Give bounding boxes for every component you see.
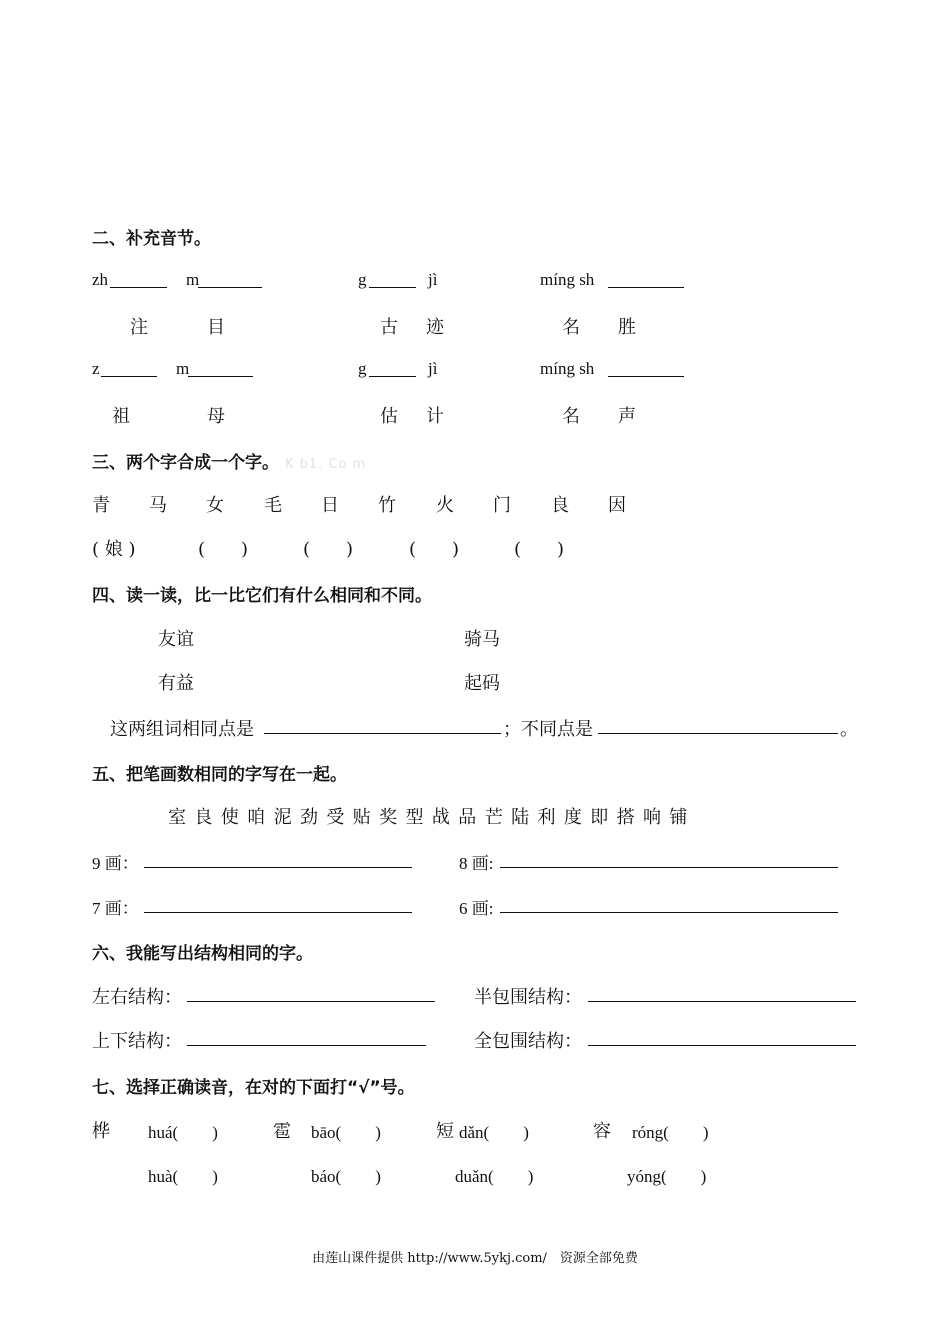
char: 雹 (273, 1121, 291, 1142)
answer-line[interactable] (144, 912, 412, 913)
char: 奖 (379, 807, 398, 828)
blank-line[interactable] (101, 376, 157, 377)
label-left-right: 左右结构： (92, 987, 182, 1008)
answer-blank[interactable]: ( ) (409, 539, 460, 560)
char: 注 (130, 317, 148, 338)
blank-line[interactable] (608, 287, 684, 288)
char: 日 (321, 495, 339, 516)
char: 度 (563, 807, 582, 828)
pinyin-ji: jì (428, 270, 438, 289)
char: 声 (618, 406, 636, 427)
char: 母 (207, 406, 225, 427)
char: 室 (168, 807, 186, 828)
blank-line[interactable] (188, 376, 253, 377)
char: 青 (92, 495, 110, 516)
answer-line-same[interactable] (264, 733, 501, 734)
char: 女 (206, 495, 224, 516)
char: 响 (643, 807, 662, 828)
section-7-heading: 七、选择正确读音，在对的下面打“√”号。 (92, 1078, 415, 1098)
char: 铺 (669, 807, 688, 828)
char: 马 (149, 495, 167, 516)
label-7-strokes: 7 画： (92, 899, 139, 918)
reading-option[interactable]: yóng( ) (627, 1167, 707, 1186)
pinyin-g: g (358, 359, 367, 378)
section-2-heading: 二、补充音节。 (92, 229, 211, 249)
answer-blank[interactable]: ( 娘 ) (92, 539, 136, 560)
pinyin-ming-sh: míng sh (540, 359, 595, 378)
answer-line[interactable] (500, 867, 838, 868)
pinyin-m: m (176, 359, 190, 378)
reading-option[interactable]: róng( ) (632, 1123, 709, 1142)
prompt-same: 这两组词相同点是 (110, 719, 254, 740)
section-3-title: 三、两个字合成一个字。 (92, 453, 279, 473)
pinyin-g: g (358, 270, 367, 289)
char: 短 (436, 1121, 454, 1142)
answer-line[interactable] (588, 1001, 856, 1002)
char: 胜 (618, 317, 636, 338)
char: 咱 (247, 807, 266, 828)
char: 古 (380, 317, 398, 338)
char: 陆 (511, 807, 530, 828)
char: 芒 (484, 807, 503, 828)
char: 名 (562, 317, 580, 338)
char: 使 (220, 807, 239, 828)
section-4-heading: 四、读一读，比一比它们有什么相同和不同。 (92, 586, 432, 606)
blank-line[interactable] (369, 287, 416, 288)
char: 利 (537, 807, 556, 828)
reading-option[interactable]: dǎn( ) (459, 1123, 529, 1142)
char: 因 (608, 495, 626, 516)
label-6-strokes: 6 画: (459, 899, 494, 918)
word: 友谊 (158, 629, 194, 650)
char: 泥 (273, 807, 292, 828)
reading-option[interactable]: bāo( ) (311, 1123, 381, 1142)
answer-blank[interactable]: ( ) (198, 539, 249, 560)
char: 迹 (426, 317, 444, 338)
answer-line[interactable] (144, 867, 412, 868)
label-top-bottom: 上下结构： (92, 1031, 182, 1052)
blank-line[interactable] (110, 287, 167, 288)
char: 毛 (264, 495, 282, 516)
word: 骑马 (464, 629, 500, 650)
answer-line-diff[interactable] (598, 733, 838, 734)
reading-option[interactable]: huà( ) (148, 1167, 218, 1186)
answer-line[interactable] (187, 1001, 435, 1002)
blank-line[interactable] (608, 376, 684, 377)
char: 品 (458, 807, 477, 828)
char: 劲 (299, 807, 318, 828)
word: 有益 (158, 673, 194, 694)
section-5-heading: 五、把笔画数相同的字写在一起。 (92, 765, 347, 785)
char: 目 (207, 317, 225, 338)
pinyin-m: m (186, 270, 200, 289)
prompt-diff: ；不同点是 (503, 719, 593, 740)
label-9-strokes: 9 画： (92, 854, 139, 873)
blank-line[interactable] (198, 287, 262, 288)
answer-line[interactable] (500, 912, 838, 913)
reading-option[interactable]: huá( ) (148, 1123, 218, 1142)
char: 贴 (352, 807, 371, 828)
char: 型 (405, 807, 424, 828)
char: 桦 (92, 1121, 110, 1142)
word: 起码 (464, 673, 500, 694)
char: 祖 (112, 406, 130, 427)
stroke-char-list (168, 803, 696, 829)
char: 估 (380, 406, 398, 427)
section-6-heading: 六、我能写出结构相同的字。 (92, 944, 313, 964)
pinyin-zh: zh (92, 270, 109, 289)
label-full-enclosure: 全包围结构： (474, 1031, 582, 1052)
char: 良 (551, 495, 569, 516)
answer-blank[interactable]: ( ) (514, 539, 565, 560)
char: 良 (194, 807, 213, 828)
answer-blank[interactable]: ( ) (303, 539, 354, 560)
char: 容 (593, 1121, 611, 1142)
reading-option[interactable]: báo( ) (311, 1167, 381, 1186)
label-half-enclosure: 半包围结构： (474, 987, 582, 1008)
answer-line[interactable] (588, 1045, 856, 1046)
reading-option[interactable]: duǎn( ) (455, 1167, 534, 1186)
pinyin-ji: jì (428, 359, 438, 378)
char: 战 (431, 807, 450, 828)
pinyin-ming-sh: míng sh (540, 270, 595, 289)
char: 计 (426, 406, 444, 427)
char: 竹 (378, 495, 396, 516)
char: 受 (326, 807, 345, 828)
section-3-heading (92, 448, 366, 473)
label-8-strokes: 8 画: (459, 854, 494, 873)
char: 火 (436, 495, 454, 516)
answer-line[interactable] (187, 1045, 426, 1046)
char: 即 (590, 807, 609, 828)
pinyin-z: z (92, 359, 100, 378)
char: 搭 (616, 807, 635, 828)
footer-text: 由莲山课件提供 http://www.5ykj.com/ 资源全部免费 (312, 1251, 638, 1266)
period: 。 (840, 719, 858, 740)
watermark: K b1. Co m (285, 457, 367, 472)
char: 名 (562, 406, 580, 427)
char: 门 (493, 495, 511, 516)
blank-line[interactable] (369, 376, 416, 377)
